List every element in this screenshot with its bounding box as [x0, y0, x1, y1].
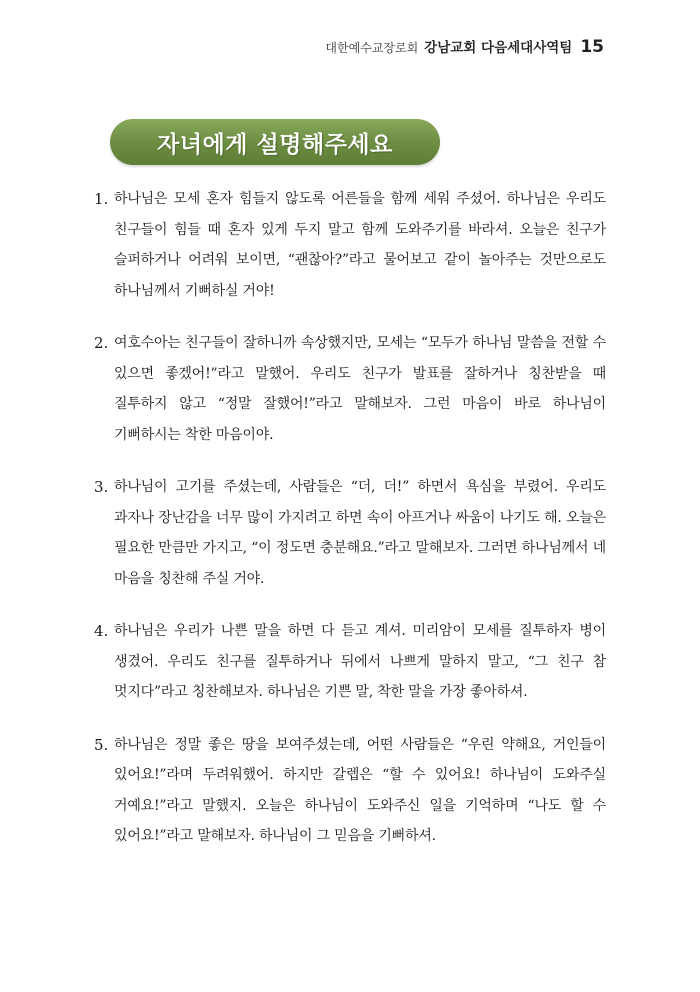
header-org: 대한예수교장로회 [325, 41, 419, 55]
list-item [94, 616, 606, 708]
item-text: 하나님은 우리가 나쁜 말을 하면 다 듣고 계셔. 미리암이 모세를 질투하자 병이 생겼어. 우리도 친구를 질투하거나 뒤에서 나쁘게 말하지 말고, “그 친구 참 멋지다”라고 칭찬해보자. 하나님은 기쁜 말, 착한 말을 가장 좋아하셔. [114, 623, 606, 700]
item-number: 5. [94, 735, 109, 754]
item-number: 3. [94, 478, 109, 496]
item-text: 하나님은 정말 좋은 땅을 보여주셨는데, 어떤 사람들은 “우린 약해요, 거인들이 있어요!”라며 두려워했어. 하지만 갈렙은 “할 수 있어요! 하나님이 도와주실 거예요!”라고 말했지. 오늘은 하나님이 도와주신 일을 기억하며 “나도 할 수 있어요!”라고 말해보자. 하나님이 그 믿음을 기뻐하셔. [114, 736, 606, 844]
item-number: 1. [94, 190, 109, 208]
page-header [325, 36, 604, 57]
list-item [94, 730, 606, 852]
explanation-list [94, 184, 606, 874]
list-item [94, 328, 606, 450]
item-text: 여호수아는 친구들이 잘하니까 속상했지만, 모세는 “모두가 하나님 말씀을 전할 수 있으면 좋겠어!”라고 말했어. 우리도 친구가 발표를 잘하거나 칭찬받을 때 질투하지 않고 “정말 잘했어!”라고 말해보자. 그런 마음이 바로 하나님이 기뻐하시는 착한 마음이야. [114, 335, 606, 443]
header-church: 강남교회 다음세대사역팀 [424, 40, 573, 56]
item-text: 하나님은 모세 혼자 힘들지 않도록 어른들을 함께 세워 주셨어. 하나님은 우리도 친구들이 힘들 때 혼자 있게 두지 말고 함께 도와주기를 바라셔. 오늘은 친구가 슬퍼하거나 어려워 보이면, “괜찮아?”라고 물어보고 같이 놀아주는 것만으로도 하나님께서 기뻐하실 거야! [114, 191, 606, 299]
item-text: 하나님이 고기를 주셨는데, 사람들은 “더, 더!” 하면서 욕심을 부렸어. 우리도 과자나 장난감을 너무 많이 가지려고 하면 속이 아프거나 싸움이 나기도 해. 오늘은 필요한 만큼만 가지고, “이 정도면 충분해요.”라고 말해보자. 그러면 하나님께서 네 마음을 칭찬해 주실 거야. [114, 479, 606, 587]
item-number: 2. [94, 334, 109, 352]
list-item [94, 184, 606, 306]
banner-title: 자녀에게 설명해주세요 [157, 131, 393, 158]
section-banner [110, 119, 440, 165]
item-number: 4. [94, 622, 109, 640]
list-item [94, 472, 606, 594]
page-number: 15 [580, 37, 604, 57]
